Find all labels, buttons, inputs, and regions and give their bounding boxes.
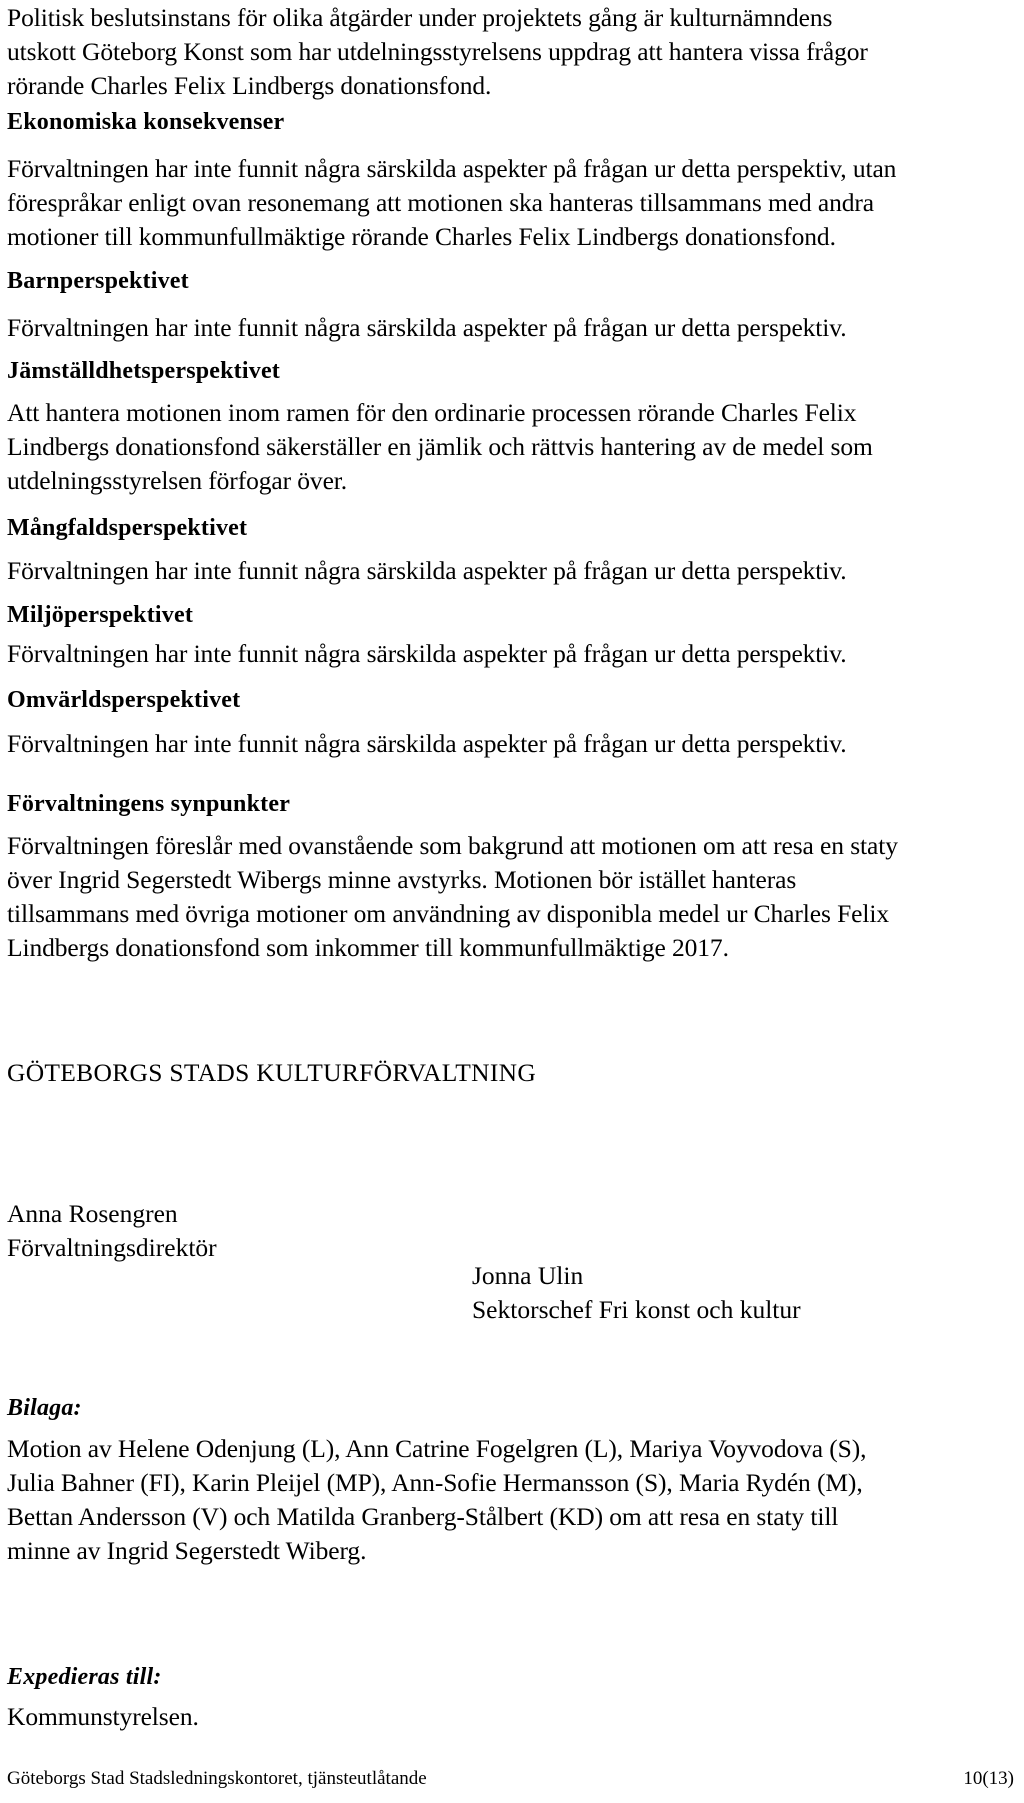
paragraph-line: Att hantera motionen inom ramen för den ordinarie processen rörande Charles Felix bbox=[7, 398, 857, 427]
heading-bilaga: Bilaga: bbox=[7, 1395, 82, 1421]
signatory-1 bbox=[7, 1197, 217, 1265]
paragraph-ekonomiska-konsekvenser bbox=[7, 152, 1017, 254]
paragraph-expedieras-till bbox=[7, 1700, 1017, 1734]
heading-mangfaldsperspektivet: Mångfaldsperspektivet bbox=[7, 515, 248, 541]
paragraph-line: Lindbergs donationsfond säkerställer en jämlik och rättvis hantering av de medel som bbox=[7, 432, 873, 461]
intro-line: utskott Göteborg Konst som har utdelningsstyrelsens uppdrag att hantera vissa frågor bbox=[7, 37, 868, 66]
paragraph-barnperspektivet bbox=[7, 311, 1017, 345]
paragraph-mangfaldsperspektivet bbox=[7, 554, 1017, 588]
heading-expedieras-till: Expedieras till: bbox=[7, 1664, 162, 1690]
paragraph-line: Julia Bahner (FI), Karin Pleijel (MP), Ann-Sofie Hermansson (S), Maria Rydén (M), bbox=[7, 1468, 863, 1497]
paragraph-jamstalldhetsperspektivet bbox=[7, 396, 1017, 498]
paragraph-line: motioner till kommunfullmäktige rörande Charles Felix Lindbergs donationsfond. bbox=[7, 222, 836, 251]
signatory-name: Anna Rosengren bbox=[7, 1199, 178, 1228]
signatory-title: Förvaltningsdirektör bbox=[7, 1233, 217, 1262]
paragraph-line: Motion av Helene Odenjung (L), Ann Catrine Fogelgren (L), Mariya Voyvodova (S), bbox=[7, 1434, 867, 1463]
paragraph-omvarldsperspektivet bbox=[7, 727, 1017, 761]
heading-barnperspektivet: Barnperspektivet bbox=[7, 268, 189, 294]
heading-omvarldsperspektivet: Omvärldsperspektivet bbox=[7, 687, 241, 713]
intro-line: rörande Charles Felix Lindbergs donationsfond. bbox=[7, 71, 492, 100]
paragraph-forvaltningens-synpunkter bbox=[7, 829, 1017, 965]
paragraph-line: Lindbergs donationsfond som inkommer till kommunfullmäktige 2017. bbox=[7, 933, 729, 962]
paragraph-line: minne av Ingrid Segerstedt Wiberg. bbox=[7, 1536, 367, 1565]
intro-line: Politisk beslutsinstans för olika åtgärder under projektets gång är kulturnämndens bbox=[7, 3, 833, 32]
paragraph-line: Förvaltningen föreslår med ovanstående som bakgrund att motionen om att resa en staty bbox=[7, 831, 898, 860]
signatory-2 bbox=[472, 1259, 801, 1327]
paragraph-line: över Ingrid Segerstedt Wibergs minne avstyrks. Motionen bör istället hanteras bbox=[7, 865, 797, 894]
organization-name: GÖTEBORGS STADS KULTURFÖRVALTNING bbox=[7, 1058, 537, 1087]
paragraph-line: utdelningsstyrelsen förfogar över. bbox=[7, 466, 348, 495]
paragraph-line: förespråkar enligt ovan resonemang att motionen ska hanteras tillsammans med andra bbox=[7, 188, 875, 217]
heading-miljoperspektivet: Miljöperspektivet bbox=[7, 602, 194, 628]
paragraph-line: tillsammans med övriga motioner om användning av disponibla medel ur Charles Felix bbox=[7, 899, 890, 928]
paragraph-line: Förvaltningen har inte funnit några särskilda aspekter på frågan ur detta perspektiv, utan bbox=[7, 154, 897, 183]
heading-ekonomiska-konsekvenser: Ekonomiska konsekvenser bbox=[7, 109, 285, 135]
signatory-name: Jonna Ulin bbox=[472, 1261, 584, 1290]
intro-paragraph bbox=[7, 1, 1017, 103]
paragraph-miljoperspektivet bbox=[7, 637, 1017, 671]
heading-jamstalldhetsperspektivet: Jämställdhetsperspektivet bbox=[7, 358, 280, 384]
paragraph-line: Kommunstyrelsen. bbox=[7, 1702, 199, 1731]
paragraph-bilaga bbox=[7, 1432, 1017, 1568]
paragraph-line: Förvaltningen har inte funnit några särskilda aspekter på frågan ur detta perspektiv. bbox=[7, 729, 847, 758]
footer-page-number: 10(13) bbox=[963, 1768, 1014, 1789]
signatory-title: Sektorschef Fri konst och kultur bbox=[472, 1295, 801, 1324]
paragraph-line: Förvaltningen har inte funnit några särskilda aspekter på frågan ur detta perspektiv. bbox=[7, 639, 847, 668]
paragraph-line: Förvaltningen har inte funnit några särskilda aspekter på frågan ur detta perspektiv. bbox=[7, 313, 847, 342]
footer-source: Göteborgs Stad Stadsledningskontoret, tjänsteutlåtande bbox=[7, 1768, 427, 1789]
paragraph-line: Bettan Andersson (V) och Matilda Granberg-Stålbert (KD) om att resa en staty till bbox=[7, 1502, 839, 1531]
heading-forvaltningens-synpunkter: Förvaltningens synpunkter bbox=[7, 791, 291, 817]
paragraph-line: Förvaltningen har inte funnit några särskilda aspekter på frågan ur detta perspektiv. bbox=[7, 556, 847, 585]
